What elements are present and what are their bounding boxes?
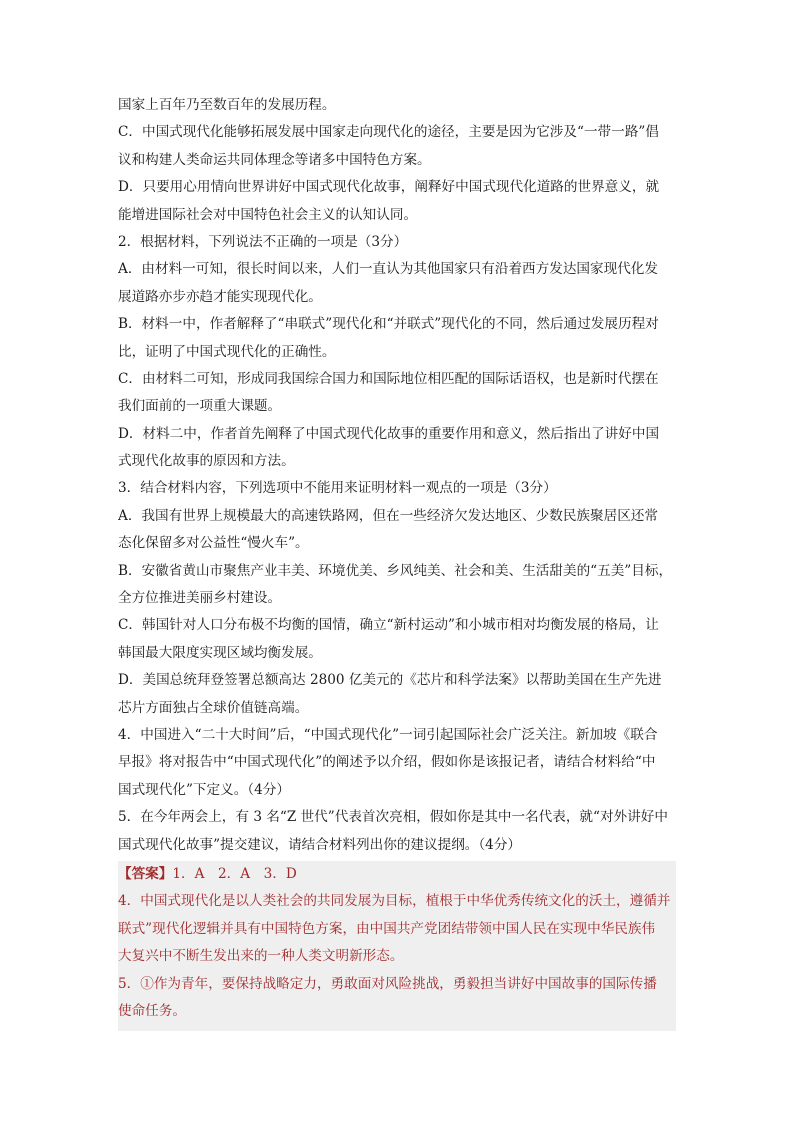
q1-option-c-line1: C．中国式现代化能够拓展发展中国家走向现代化的途径，主要是因为它涉及“一带一路”倡 (118, 124, 659, 141)
q2-option-d-line1: D．材料二中，作者首先阐释了中国式现代化故事的重要作用和意义，然后指出了讲好中国 (118, 425, 660, 442)
q2-option-d-line2: 式现代化故事的原因和方法。 (118, 453, 295, 470)
q4-line2: 早报》将对报告中“中国式现代化”的阐述予以介绍，假如你是该报记者，请结合材料给“中 (118, 754, 656, 771)
answer-4-line2: 联式”现代化逻辑并具有中国特色方案，由中国共产党团结带领中国人民在实现中华民族伟 (118, 920, 656, 937)
q3-option-c-line2: 韩国最大限度实现区域均衡发展。 (118, 644, 322, 661)
q2-option-a-line1: A．由材料一可知，很长时间以来，人们一直认为其他国家只有沿着西方发达国家现代化发 (118, 261, 658, 278)
q4-line3: 国式现代化”下定义。（4分） (118, 781, 290, 798)
answer-keys: 1．A 2．A 3．D (172, 865, 297, 882)
q1-option-d-line1: D．只要用心用情向世界讲好中国式现代化故事，阐释好中国式现代化道路的世界意义，就 (118, 179, 660, 196)
q3-option-d-line1: D．美国总统拜登签署总额高达 2800 亿美元的《芯片和科学法案》以帮助美国在生产先进 (118, 672, 662, 689)
answer-5-line2: 使命任务。 (118, 1002, 186, 1019)
q2-stem: 2．根据材料，下列说法不正确的一项是（3分） (118, 233, 408, 250)
document-page (118, 92, 676, 1031)
answer-block (118, 861, 676, 1031)
q1-option-c-line2: 议和构建人类命运共同体理念等诸多中国特色方案。 (118, 151, 431, 168)
q3-option-b-line2: 全方位推进美丽乡村建设。 (118, 590, 282, 607)
answer-4-line1: 4．中国式现代化是以人类社会的共同发展为目标，植根于中华优秀传统文化的沃土，遵循并 (118, 893, 671, 910)
q3-option-b-line1: B．安徽省黄山市聚焦产业丰美、环境优美、乡风纯美、社会和美、生活甜美的“五美”目标， (118, 562, 673, 579)
q2-option-c-line1: C．由材料二可知，形成同我国综合国力和国际地位相匹配的国际话语权，也是新时代摆在 (118, 370, 659, 387)
q3-option-a-line1: A．我国有世界上规模最大的高速铁路网，但在一些经济欠发达地区、少数民族聚居区还常 (118, 507, 658, 524)
q5-line1: 5．在今年两会上，有 3 名“Z 世代”代表首次亮相，假如你是其中一名代表，就“对外讲好中 (118, 809, 668, 826)
passage-tail: 国家上百年乃至数百年的发展历程。 (118, 97, 336, 113)
q3-option-a-line2: 态化保留多对公益性“慢火车”。 (118, 535, 309, 552)
q5-line2: 国式现代化故事”提交建议，请结合材料列出你的建议提纲。（4分） (118, 836, 522, 853)
answer-5-line1: 5．①作为青年，要保持战略定力，勇敢面对风险挑战，勇毅担当讲好中国故事的国际传播 (118, 975, 657, 992)
q4-line1: 4．中国进入“二十大时间”后，“中国式现代化”一词引起国际社会广泛关注。新加坡《联合 (118, 726, 658, 743)
q1-option-d-line2: 能增进国际社会对中国特色社会主义的认知认同。 (118, 206, 418, 223)
answer-tag: 【答案】 (118, 865, 173, 882)
q2-option-b-line2: 比，证明了中国式现代化的正确性。 (118, 343, 336, 360)
q3-stem: 3．结合材料内容，下列选项中不能用来证明材料一观点的一项是（3分） (118, 480, 557, 497)
q2-option-c-line2: 我们面前的一项重大课题。 (118, 398, 282, 415)
answer-keys-line (118, 861, 676, 888)
q2-option-a-line2: 展道路亦步亦趋才能实现现代化。 (118, 288, 322, 305)
answer-4-line3: 大复兴中不断生发出来的一种人类文明新形态。 (118, 948, 404, 965)
q2-option-b-line1: B．材料一中，作者解释了“串联式”现代化和“并联式”现代化的不同，然后通过发展历程对 (118, 316, 659, 333)
q3-option-d-line2: 芯片方面独占全球价值链高端。 (118, 699, 309, 716)
q3-option-c-line1: C．韩国针对人口分布极不均衡的国情，确立“新村运动”和小城市相对均衡发展的格局，让 (118, 617, 659, 634)
